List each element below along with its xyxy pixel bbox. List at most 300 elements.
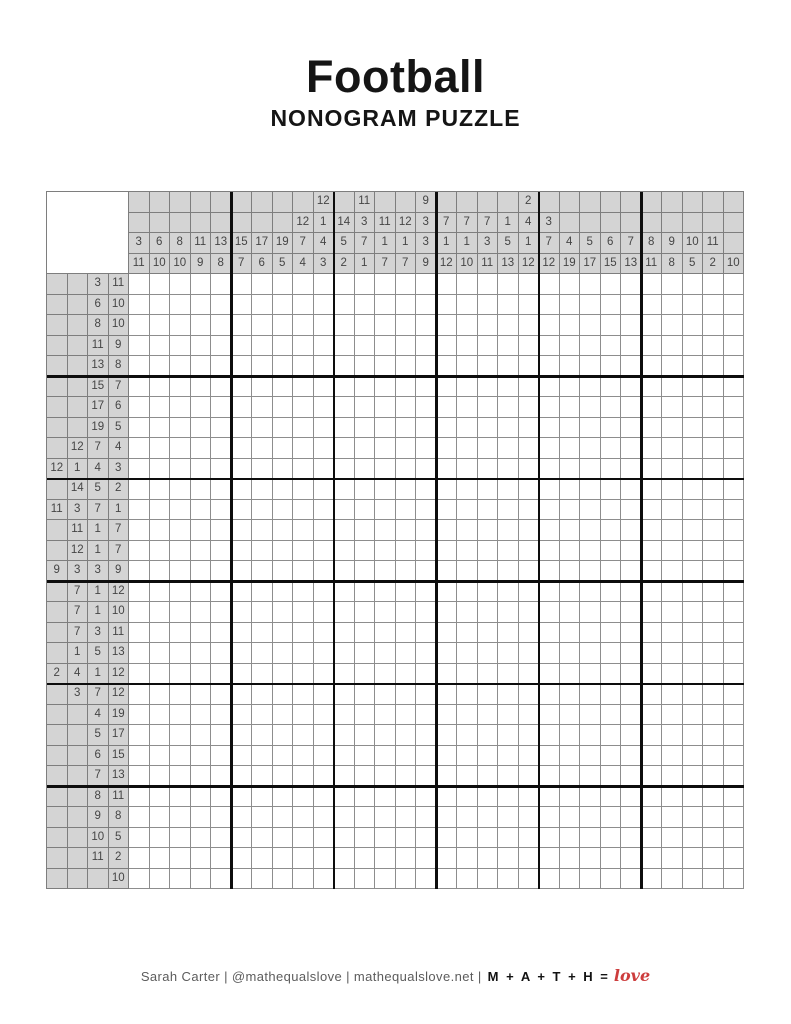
grid-cell[interactable] (211, 500, 232, 521)
grid-cell[interactable] (232, 459, 253, 480)
grid-cell[interactable] (601, 582, 622, 603)
grid-cell[interactable] (498, 274, 519, 295)
grid-cell[interactable] (170, 295, 191, 316)
grid-cell[interactable] (703, 787, 724, 808)
grid-cell[interactable] (724, 623, 745, 644)
grid-cell[interactable] (375, 274, 396, 295)
grid-cell[interactable] (519, 828, 540, 849)
grid-cell[interactable] (498, 377, 519, 398)
grid-cell[interactable] (211, 582, 232, 603)
grid-cell[interactable] (355, 848, 376, 869)
grid-cell[interactable] (703, 418, 724, 439)
grid-cell[interactable] (478, 602, 499, 623)
grid-cell[interactable] (580, 500, 601, 521)
grid-cell[interactable] (457, 705, 478, 726)
grid-cell[interactable] (129, 684, 150, 705)
grid-cell[interactable] (437, 336, 458, 357)
grid-cell[interactable] (211, 869, 232, 890)
grid-cell[interactable] (293, 684, 314, 705)
grid-cell[interactable] (416, 787, 437, 808)
grid-cell[interactable] (396, 725, 417, 746)
grid-cell[interactable] (416, 705, 437, 726)
grid-cell[interactable] (314, 479, 335, 500)
grid-cell[interactable] (724, 500, 745, 521)
grid-cell[interactable] (539, 459, 560, 480)
grid-cell[interactable] (703, 274, 724, 295)
grid-cell[interactable] (457, 582, 478, 603)
grid-cell[interactable] (519, 643, 540, 664)
grid-cell[interactable] (498, 664, 519, 685)
grid-cell[interactable] (683, 315, 704, 336)
grid-cell[interactable] (478, 848, 499, 869)
grid-cell[interactable] (601, 561, 622, 582)
grid-cell[interactable] (724, 705, 745, 726)
grid-cell[interactable] (170, 315, 191, 336)
grid-cell[interactable] (150, 807, 171, 828)
grid-cell[interactable] (580, 766, 601, 787)
grid-cell[interactable] (191, 377, 212, 398)
grid-cell[interactable] (150, 705, 171, 726)
grid-cell[interactable] (478, 746, 499, 767)
grid-cell[interactable] (703, 602, 724, 623)
grid-cell[interactable] (314, 418, 335, 439)
grid-cell[interactable] (191, 520, 212, 541)
grid-cell[interactable] (498, 418, 519, 439)
grid-cell[interactable] (355, 828, 376, 849)
grid-cell[interactable] (129, 356, 150, 377)
grid-cell[interactable] (334, 582, 355, 603)
grid-cell[interactable] (601, 828, 622, 849)
grid-cell[interactable] (232, 336, 253, 357)
grid-cell[interactable] (293, 582, 314, 603)
grid-cell[interactable] (334, 746, 355, 767)
grid-cell[interactable] (683, 725, 704, 746)
grid-cell[interactable] (539, 336, 560, 357)
grid-cell[interactable] (375, 766, 396, 787)
grid-cell[interactable] (498, 684, 519, 705)
grid-cell[interactable] (437, 315, 458, 336)
grid-cell[interactable] (416, 561, 437, 582)
grid-cell[interactable] (539, 377, 560, 398)
grid-cell[interactable] (560, 664, 581, 685)
grid-cell[interactable] (252, 479, 273, 500)
grid-cell[interactable] (396, 397, 417, 418)
grid-cell[interactable] (211, 602, 232, 623)
grid-cell[interactable] (437, 377, 458, 398)
grid-cell[interactable] (642, 520, 663, 541)
grid-cell[interactable] (273, 561, 294, 582)
grid-cell[interactable] (232, 438, 253, 459)
grid-cell[interactable] (129, 561, 150, 582)
grid-cell[interactable] (355, 766, 376, 787)
grid-cell[interactable] (375, 418, 396, 439)
grid-cell[interactable] (662, 459, 683, 480)
grid-cell[interactable] (334, 623, 355, 644)
grid-cell[interactable] (478, 664, 499, 685)
grid-cell[interactable] (375, 725, 396, 746)
grid-cell[interactable] (621, 520, 642, 541)
grid-cell[interactable] (478, 725, 499, 746)
grid-cell[interactable] (457, 520, 478, 541)
grid-cell[interactable] (457, 746, 478, 767)
grid-cell[interactable] (642, 746, 663, 767)
grid-cell[interactable] (621, 541, 642, 562)
grid-cell[interactable] (191, 356, 212, 377)
grid-cell[interactable] (191, 684, 212, 705)
grid-cell[interactable] (150, 602, 171, 623)
grid-cell[interactable] (375, 438, 396, 459)
grid-cell[interactable] (314, 500, 335, 521)
grid-cell[interactable] (703, 520, 724, 541)
grid-cell[interactable] (539, 274, 560, 295)
grid-cell[interactable] (129, 664, 150, 685)
grid-cell[interactable] (437, 766, 458, 787)
grid-cell[interactable] (437, 602, 458, 623)
grid-cell[interactable] (683, 479, 704, 500)
grid-cell[interactable] (437, 500, 458, 521)
grid-cell[interactable] (642, 623, 663, 644)
grid-cell[interactable] (478, 623, 499, 644)
grid-cell[interactable] (621, 664, 642, 685)
grid-cell[interactable] (334, 848, 355, 869)
grid-cell[interactable] (232, 274, 253, 295)
grid-cell[interactable] (703, 459, 724, 480)
grid-cell[interactable] (232, 828, 253, 849)
grid-cell[interactable] (703, 500, 724, 521)
grid-cell[interactable] (457, 602, 478, 623)
grid-cell[interactable] (170, 828, 191, 849)
grid-cell[interactable] (560, 295, 581, 316)
grid-cell[interactable] (437, 828, 458, 849)
grid-cell[interactable] (211, 807, 232, 828)
grid-cell[interactable] (211, 643, 232, 664)
grid-cell[interactable] (560, 377, 581, 398)
grid-cell[interactable] (170, 356, 191, 377)
grid-cell[interactable] (334, 520, 355, 541)
grid-cell[interactable] (314, 705, 335, 726)
grid-cell[interactable] (498, 725, 519, 746)
grid-cell[interactable] (396, 746, 417, 767)
grid-cell[interactable] (191, 438, 212, 459)
grid-cell[interactable] (519, 561, 540, 582)
grid-cell[interactable] (273, 315, 294, 336)
grid-cell[interactable] (478, 336, 499, 357)
grid-cell[interactable] (170, 623, 191, 644)
grid-cell[interactable] (621, 336, 642, 357)
grid-cell[interactable] (580, 479, 601, 500)
grid-cell[interactable] (560, 807, 581, 828)
grid-cell[interactable] (273, 541, 294, 562)
grid-cell[interactable] (314, 725, 335, 746)
grid-cell[interactable] (683, 643, 704, 664)
grid-cell[interactable] (150, 766, 171, 787)
grid-cell[interactable] (437, 295, 458, 316)
grid-cell[interactable] (539, 848, 560, 869)
grid-cell[interactable] (724, 377, 745, 398)
grid-cell[interactable] (129, 705, 150, 726)
grid-cell[interactable] (170, 377, 191, 398)
grid-cell[interactable] (601, 623, 622, 644)
grid-cell[interactable] (519, 664, 540, 685)
grid-cell[interactable] (293, 520, 314, 541)
grid-cell[interactable] (539, 295, 560, 316)
grid-cell[interactable] (724, 541, 745, 562)
grid-cell[interactable] (211, 520, 232, 541)
grid-cell[interactable] (601, 500, 622, 521)
grid-cell[interactable] (621, 828, 642, 849)
grid-cell[interactable] (498, 807, 519, 828)
grid-cell[interactable] (314, 336, 335, 357)
grid-cell[interactable] (314, 295, 335, 316)
grid-cell[interactable] (334, 438, 355, 459)
grid-cell[interactable] (457, 643, 478, 664)
grid-cell[interactable] (580, 377, 601, 398)
grid-cell[interactable] (662, 623, 683, 644)
grid-cell[interactable] (478, 315, 499, 336)
grid-cell[interactable] (396, 295, 417, 316)
grid-cell[interactable] (273, 520, 294, 541)
grid-cell[interactable] (273, 377, 294, 398)
grid-cell[interactable] (170, 848, 191, 869)
grid-cell[interactable] (683, 356, 704, 377)
grid-cell[interactable] (478, 274, 499, 295)
grid-cell[interactable] (662, 766, 683, 787)
grid-cell[interactable] (642, 705, 663, 726)
grid-cell[interactable] (437, 582, 458, 603)
grid-cell[interactable] (375, 869, 396, 890)
grid-cell[interactable] (334, 315, 355, 336)
grid-cell[interactable] (375, 397, 396, 418)
grid-cell[interactable] (334, 377, 355, 398)
grid-cell[interactable] (724, 397, 745, 418)
grid-cell[interactable] (683, 438, 704, 459)
grid-cell[interactable] (396, 664, 417, 685)
grid-cell[interactable] (662, 418, 683, 439)
grid-cell[interactable] (560, 848, 581, 869)
grid-cell[interactable] (191, 766, 212, 787)
grid-cell[interactable] (683, 520, 704, 541)
grid-cell[interactable] (437, 664, 458, 685)
grid-cell[interactable] (211, 274, 232, 295)
grid-cell[interactable] (416, 725, 437, 746)
grid-cell[interactable] (375, 623, 396, 644)
grid-cell[interactable] (150, 848, 171, 869)
grid-cell[interactable] (396, 643, 417, 664)
grid-cell[interactable] (150, 869, 171, 890)
grid-cell[interactable] (375, 684, 396, 705)
grid-cell[interactable] (642, 377, 663, 398)
grid-cell[interactable] (232, 766, 253, 787)
grid-cell[interactable] (560, 356, 581, 377)
grid-cell[interactable] (232, 725, 253, 746)
grid-cell[interactable] (334, 561, 355, 582)
grid-cell[interactable] (498, 479, 519, 500)
grid-cell[interactable] (703, 336, 724, 357)
grid-cell[interactable] (498, 643, 519, 664)
grid-cell[interactable] (560, 336, 581, 357)
grid-cell[interactable] (621, 869, 642, 890)
grid-cell[interactable] (314, 520, 335, 541)
grid-cell[interactable] (396, 705, 417, 726)
grid-cell[interactable] (211, 561, 232, 582)
grid-cell[interactable] (170, 479, 191, 500)
grid-cell[interactable] (519, 315, 540, 336)
grid-cell[interactable] (580, 418, 601, 439)
grid-cell[interactable] (416, 459, 437, 480)
grid-cell[interactable] (724, 725, 745, 746)
grid-cell[interactable] (478, 541, 499, 562)
grid-cell[interactable] (437, 479, 458, 500)
grid-cell[interactable] (457, 623, 478, 644)
grid-cell[interactable] (355, 520, 376, 541)
grid-cell[interactable] (457, 315, 478, 336)
grid-cell[interactable] (498, 746, 519, 767)
grid-cell[interactable] (437, 725, 458, 746)
grid-cell[interactable] (396, 582, 417, 603)
grid-cell[interactable] (211, 848, 232, 869)
grid-cell[interactable] (498, 766, 519, 787)
grid-cell[interactable] (703, 807, 724, 828)
grid-cell[interactable] (375, 787, 396, 808)
grid-cell[interactable] (519, 397, 540, 418)
grid-cell[interactable] (273, 623, 294, 644)
grid-cell[interactable] (211, 397, 232, 418)
grid-cell[interactable] (334, 869, 355, 890)
grid-cell[interactable] (539, 520, 560, 541)
grid-cell[interactable] (539, 787, 560, 808)
grid-cell[interactable] (724, 787, 745, 808)
grid-cell[interactable] (560, 684, 581, 705)
grid-cell[interactable] (703, 725, 724, 746)
grid-cell[interactable] (252, 520, 273, 541)
grid-cell[interactable] (232, 479, 253, 500)
grid-cell[interactable] (539, 807, 560, 828)
grid-cell[interactable] (703, 541, 724, 562)
grid-cell[interactable] (437, 274, 458, 295)
grid-cell[interactable] (478, 295, 499, 316)
grid-cell[interactable] (273, 459, 294, 480)
grid-cell[interactable] (621, 561, 642, 582)
grid-cell[interactable] (416, 295, 437, 316)
grid-cell[interactable] (293, 397, 314, 418)
grid-cell[interactable] (621, 295, 642, 316)
grid-cell[interactable] (375, 295, 396, 316)
grid-cell[interactable] (129, 623, 150, 644)
grid-cell[interactable] (560, 828, 581, 849)
grid-cell[interactable] (191, 274, 212, 295)
grid-cell[interactable] (703, 869, 724, 890)
grid-cell[interactable] (211, 828, 232, 849)
grid-cell[interactable] (211, 541, 232, 562)
grid-cell[interactable] (293, 869, 314, 890)
grid-cell[interactable] (232, 418, 253, 439)
grid-cell[interactable] (683, 336, 704, 357)
grid-cell[interactable] (396, 541, 417, 562)
grid-cell[interactable] (170, 500, 191, 521)
grid-cell[interactable] (252, 725, 273, 746)
grid-cell[interactable] (396, 684, 417, 705)
grid-cell[interactable] (211, 623, 232, 644)
grid-cell[interactable] (170, 336, 191, 357)
grid-cell[interactable] (580, 356, 601, 377)
grid-cell[interactable] (662, 684, 683, 705)
grid-cell[interactable] (191, 459, 212, 480)
grid-cell[interactable] (314, 623, 335, 644)
grid-cell[interactable] (703, 623, 724, 644)
grid-cell[interactable] (601, 807, 622, 828)
grid-cell[interactable] (293, 274, 314, 295)
grid-cell[interactable] (478, 356, 499, 377)
grid-cell[interactable] (621, 787, 642, 808)
grid-cell[interactable] (150, 643, 171, 664)
grid-cell[interactable] (396, 479, 417, 500)
grid-cell[interactable] (252, 664, 273, 685)
grid-cell[interactable] (457, 848, 478, 869)
grid-cell[interactable] (150, 336, 171, 357)
grid-cell[interactable] (355, 725, 376, 746)
grid-cell[interactable] (293, 377, 314, 398)
grid-cell[interactable] (334, 766, 355, 787)
grid-cell[interactable] (724, 869, 745, 890)
grid-cell[interactable] (170, 274, 191, 295)
grid-cell[interactable] (375, 336, 396, 357)
grid-cell[interactable] (416, 418, 437, 439)
grid-cell[interactable] (355, 356, 376, 377)
grid-cell[interactable] (191, 541, 212, 562)
grid-cell[interactable] (621, 705, 642, 726)
grid-cell[interactable] (129, 500, 150, 521)
grid-cell[interactable] (560, 500, 581, 521)
grid-cell[interactable] (252, 643, 273, 664)
grid-cell[interactable] (683, 848, 704, 869)
grid-cell[interactable] (129, 582, 150, 603)
grid-cell[interactable] (129, 787, 150, 808)
grid-cell[interactable] (478, 561, 499, 582)
grid-cell[interactable] (683, 295, 704, 316)
grid-cell[interactable] (683, 418, 704, 439)
grid-cell[interactable] (129, 295, 150, 316)
grid-cell[interactable] (519, 766, 540, 787)
grid-cell[interactable] (478, 869, 499, 890)
grid-cell[interactable] (519, 807, 540, 828)
grid-cell[interactable] (437, 643, 458, 664)
grid-cell[interactable] (703, 561, 724, 582)
grid-cell[interactable] (170, 561, 191, 582)
grid-cell[interactable] (437, 356, 458, 377)
grid-cell[interactable] (232, 664, 253, 685)
grid-cell[interactable] (580, 623, 601, 644)
grid-cell[interactable] (498, 705, 519, 726)
grid-cell[interactable] (683, 541, 704, 562)
grid-cell[interactable] (252, 787, 273, 808)
grid-cell[interactable] (150, 623, 171, 644)
grid-cell[interactable] (621, 377, 642, 398)
grid-cell[interactable] (539, 869, 560, 890)
grid-cell[interactable] (170, 869, 191, 890)
grid-cell[interactable] (703, 356, 724, 377)
grid-cell[interactable] (539, 725, 560, 746)
grid-cell[interactable] (129, 643, 150, 664)
grid-cell[interactable] (211, 746, 232, 767)
grid-cell[interactable] (539, 746, 560, 767)
grid-cell[interactable] (211, 684, 232, 705)
grid-cell[interactable] (662, 315, 683, 336)
grid-cell[interactable] (334, 397, 355, 418)
grid-cell[interactable] (621, 397, 642, 418)
grid-cell[interactable] (211, 459, 232, 480)
grid-cell[interactable] (539, 664, 560, 685)
grid-cell[interactable] (273, 766, 294, 787)
